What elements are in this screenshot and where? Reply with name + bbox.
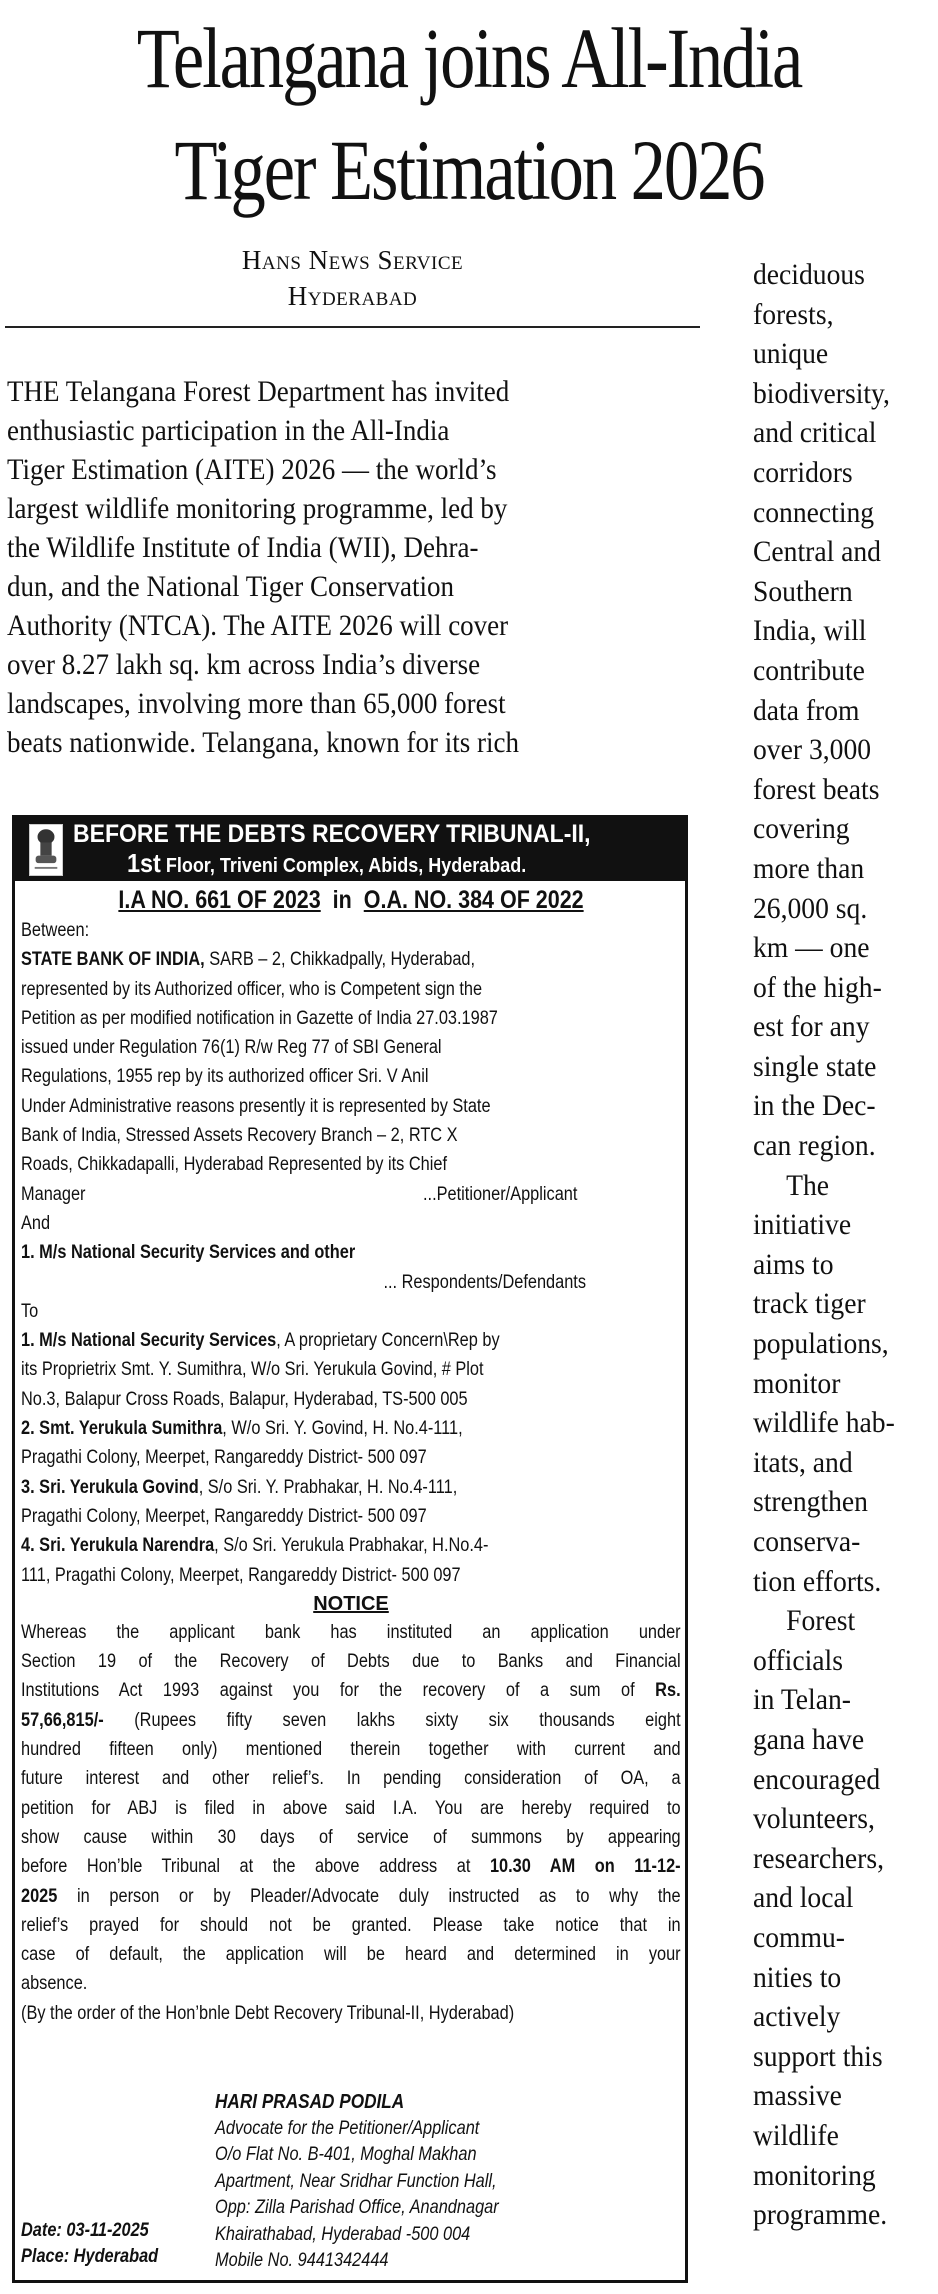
- tribunal-title: BEFORE THE DEBTS RECOVERY TRIBUNAL-II,: [73, 820, 591, 848]
- column-line: nities to: [753, 1960, 842, 1994]
- notice-place: Place: Hyderabad: [21, 2246, 159, 2267]
- legal-notice-ad: [12, 815, 688, 2283]
- column-line: Forest: [786, 1604, 856, 1638]
- column-line: commu-: [753, 1920, 845, 1954]
- signatory-line: O/o Flat No. B-401, Moghal Makhan: [215, 2144, 477, 2165]
- lead-line: Tiger Estimation (AITE) 2026 — the world’s: [7, 453, 497, 486]
- column-line: more than: [753, 851, 865, 885]
- column-line: aims to: [753, 1247, 834, 1281]
- notice-heading: NOTICE: [313, 1592, 389, 1615]
- petitioner-line: Roads, Chikkadapalli, Hyderabad Represented by its Chief: [21, 1154, 447, 1176]
- respondent-4: 4. Sri. Yerukula Narendra, S/o Sri. Yerukula Prabhakar, H.No.4-: [21, 1535, 489, 1557]
- column-line: strengthen: [753, 1485, 868, 1519]
- oa-number: O.A. NO. 384 OF 2022: [363, 886, 584, 914]
- notice-line: hundred fifteen only) mentioned therein together with current and: [21, 1739, 681, 1761]
- between-label: Between:: [21, 920, 90, 941]
- byline-location: Hyderabad: [287, 281, 418, 311]
- headline-line-2: Tiger Estimation 2026: [174, 122, 764, 218]
- case-number: I.A NO. 661 OF 2023 in O.A. NO. 384 OF 2022: [118, 886, 584, 914]
- petitioner-line: Petition as per modified notification in Gazette of India 27.03.1987: [21, 1007, 498, 1029]
- petitioner-line: Bank of India, Stressed Assets Recovery Branch – 2, RTC X: [21, 1125, 458, 1147]
- column-line: in Telan-: [753, 1683, 851, 1717]
- column-line: The: [786, 1168, 830, 1202]
- column-line: est for any: [753, 1010, 870, 1044]
- column-line: forest beats: [753, 772, 880, 806]
- respondent-3-address: Pragathi Colony, Meerpet, Rangareddy District- 500 097: [21, 1505, 427, 1527]
- signatory-line: Apartment, Near Sridhar Function Hall,: [215, 2170, 497, 2192]
- headline: [84, 2, 853, 226]
- column-line: and local: [753, 1881, 854, 1915]
- notice-line: future interest and other relief’s. In pending consideration of OA, a: [21, 1768, 681, 1790]
- column-line: encouraged: [753, 1762, 881, 1796]
- column-line: 26,000 sq.: [753, 891, 868, 925]
- tribunal-address: 1st Floor, Triveni Complex, Abids, Hyderabad.: [127, 848, 527, 878]
- column-line: can region.: [753, 1129, 876, 1163]
- column-line: forests,: [753, 297, 834, 331]
- notice-line: show cause within 30 days of service of summons by appearing: [21, 1826, 681, 1848]
- legal-notice-body: [21, 884, 681, 2028]
- column-line: officials: [753, 1643, 843, 1677]
- column-line: km — one: [753, 931, 870, 965]
- article-right-column: [753, 255, 938, 2235]
- headline-line-1: Telangana joins All-India: [136, 10, 802, 106]
- byline-divider: [5, 326, 700, 328]
- lead-line: landscapes, involving more than 65,000 forest: [7, 687, 506, 720]
- to-label: To: [21, 1300, 39, 1322]
- notice-date: Date: 03-11-2025: [21, 2220, 149, 2241]
- signatory-line: Khairathabad, Hyderabad -500 004: [215, 2223, 471, 2245]
- column-line: wildlife hab-: [753, 1406, 895, 1440]
- petitioner-line: Under Administrative reasons presently it is represented by State: [21, 1095, 491, 1117]
- petitioner-line: represented by its Authorized officer, who is Competent sign the: [21, 978, 483, 1000]
- date-place-block: [21, 2218, 221, 2270]
- notice-line: before Hon’ble Tribunal at the above address at 10.30 AM on 11-12-: [21, 1856, 681, 1878]
- signatory-line: Advocate for the Petitioner/Applicant: [215, 2117, 480, 2139]
- column-line: contribute: [753, 653, 865, 687]
- lead-line: enthusiastic participation in the All-India: [7, 414, 450, 447]
- notice-line: Section 19 of the Recovery of Debts due to Banks and Financial: [21, 1651, 681, 1673]
- notice-line: absence.: [21, 1973, 88, 1995]
- petitioner-line: Regulations, 1955 rep by its authorized officer Sri. V Anil: [21, 1066, 429, 1088]
- column-line: Southern: [753, 574, 853, 608]
- petitioner-line: issued under Regulation 76(1) R/w Reg 77 of SBI General: [21, 1037, 442, 1059]
- claim-amount: 57,66,815/-: [21, 1709, 104, 1731]
- respondent-summary: 1. M/s National Security Services and other: [21, 1242, 356, 1264]
- order-line: (By the order of the Hon’bnle Debt Recovery Tribunal-II, Hyderabad): [21, 2002, 515, 2024]
- column-line: programme.: [753, 2198, 888, 2232]
- column-line: data from: [753, 693, 860, 727]
- respondent-1-address: its Proprietrix Smt. Y. Sumithra, W/o Sri. Yerukula Govind, # Plot: [21, 1359, 484, 1381]
- byline-agency: Hans News Service: [241, 245, 464, 275]
- column-line: itats, and: [753, 1445, 853, 1479]
- notice-line: 57,66,815/- (Rupees fifty seven lakhs sixty six thousands eight: [21, 1709, 681, 1731]
- legal-notice-header: [15, 818, 685, 881]
- column-line: wildlife: [753, 2118, 839, 2152]
- column-line: deciduous: [753, 258, 865, 291]
- respondent-2: 2. Smt. Yerukula Sumithra, W/o Sri. Y. Govind, H. No.4-111,: [21, 1418, 463, 1440]
- column-line: single state: [753, 1049, 877, 1083]
- lead-line: the Wildlife Institute of India (WII), Dehra-: [7, 531, 479, 564]
- signatory-phone: Mobile No. 9441342444: [215, 2250, 389, 2271]
- column-line: massive: [753, 2079, 842, 2113]
- signatory-line: Opp: Zilla Parishad Office, Anandnagar: [215, 2197, 499, 2218]
- lead-line: beats nationwide. Telangana, known for its rich: [7, 726, 519, 759]
- column-line: and critical: [753, 416, 877, 450]
- column-line: biodiversity,: [753, 376, 890, 410]
- national-emblem-icon: [29, 824, 63, 876]
- hearing-datetime: 10.30 AM on 11-12-: [489, 1856, 681, 1878]
- notice-line: 2025 in person or by Pleader/Advocate duly instructed as to why the: [21, 1885, 681, 1907]
- lead-line: largest wildlife monitoring programme, led by: [7, 492, 508, 525]
- column-line: actively: [753, 2000, 841, 2034]
- column-line: Central and: [753, 535, 881, 569]
- column-line: conserva-: [753, 1525, 861, 1558]
- article-lead-paragraph: [7, 372, 707, 762]
- column-line: initiative: [753, 1208, 852, 1242]
- claim-amount-prefix: Rs.: [655, 1680, 681, 1702]
- column-line: unique: [753, 337, 829, 371]
- notice-line: case of default, the application will be heard and determined in your: [21, 1944, 681, 1966]
- lead-line: dun, and the National Tiger Conservation: [7, 570, 454, 603]
- column-line: researchers,: [753, 1841, 885, 1875]
- column-line: in the Dec-: [753, 1089, 876, 1123]
- column-line: tion efforts.: [753, 1564, 882, 1598]
- respondent-2-address: Pragathi Colony, Meerpet, Rangareddy District- 500 097: [21, 1447, 427, 1469]
- column-line: India, will: [753, 614, 867, 648]
- petitioner-role-line: Manager ...Petitioner/Applicant: [21, 1183, 578, 1205]
- column-line: monitoring: [753, 2158, 876, 2192]
- column-line: monitor: [753, 1366, 841, 1400]
- column-line: populations,: [753, 1327, 889, 1361]
- lead-line: over 8.27 lakh sq. km across India’s diverse: [7, 648, 481, 681]
- notice-line: relief’s prayed for should not be granted. Please take notice that in: [21, 1914, 681, 1936]
- respondent-3: 3. Sri. Yerukula Govind, S/o Sri. Y. Prabhakar, H. No.4-111,: [21, 1476, 458, 1498]
- notice-line: Whereas the applicant bank has instituted an application under: [21, 1621, 681, 1643]
- column-line: corridors: [753, 455, 853, 489]
- notice-line: Institutions Act 1993 against you for the recovery of a sum of Rs.: [21, 1680, 681, 1702]
- respondent-role: ... Respondents/Defendants: [383, 1271, 587, 1293]
- column-line: over 3,000: [753, 733, 872, 767]
- respondent-4-address: 111, Pragathi Colony, Meerpet, Rangareddy District- 500 097: [21, 1564, 461, 1586]
- petitioner-line: STATE BANK OF INDIA, SARB – 2, Chikkadpally, Hyderabad,: [21, 949, 476, 971]
- column-line: support this: [753, 2039, 883, 2073]
- column-line: connecting: [753, 495, 875, 529]
- respondent-1-address: No.3, Balapur Cross Roads, Balapur, Hyderabad, TS-500 005: [21, 1388, 468, 1410]
- and-label: And: [21, 1212, 51, 1234]
- signatory-block: [215, 2089, 675, 2275]
- signatory-name: HARI PRASAD PODILA: [215, 2091, 405, 2113]
- byline: [5, 242, 700, 314]
- ia-number: I.A NO. 661 OF 2023: [118, 886, 321, 914]
- respondent-1: 1. M/s National Security Services, A proprietary Concern\Rep by: [21, 1330, 500, 1352]
- column-line: volunteers,: [753, 1802, 875, 1836]
- lead-line: THE Telangana Forest Department has invited: [7, 375, 510, 408]
- lead-line: Authority (NTCA). The AITE 2026 will cover: [7, 609, 509, 642]
- notice-line: petition for ABJ is filed in above said I.A. You are hereby required to: [21, 1797, 681, 1819]
- column-line: covering: [753, 812, 850, 846]
- column-line: track tiger: [753, 1287, 866, 1321]
- column-line: gana have: [753, 1722, 865, 1756]
- column-line: of the high-: [753, 970, 882, 1004]
